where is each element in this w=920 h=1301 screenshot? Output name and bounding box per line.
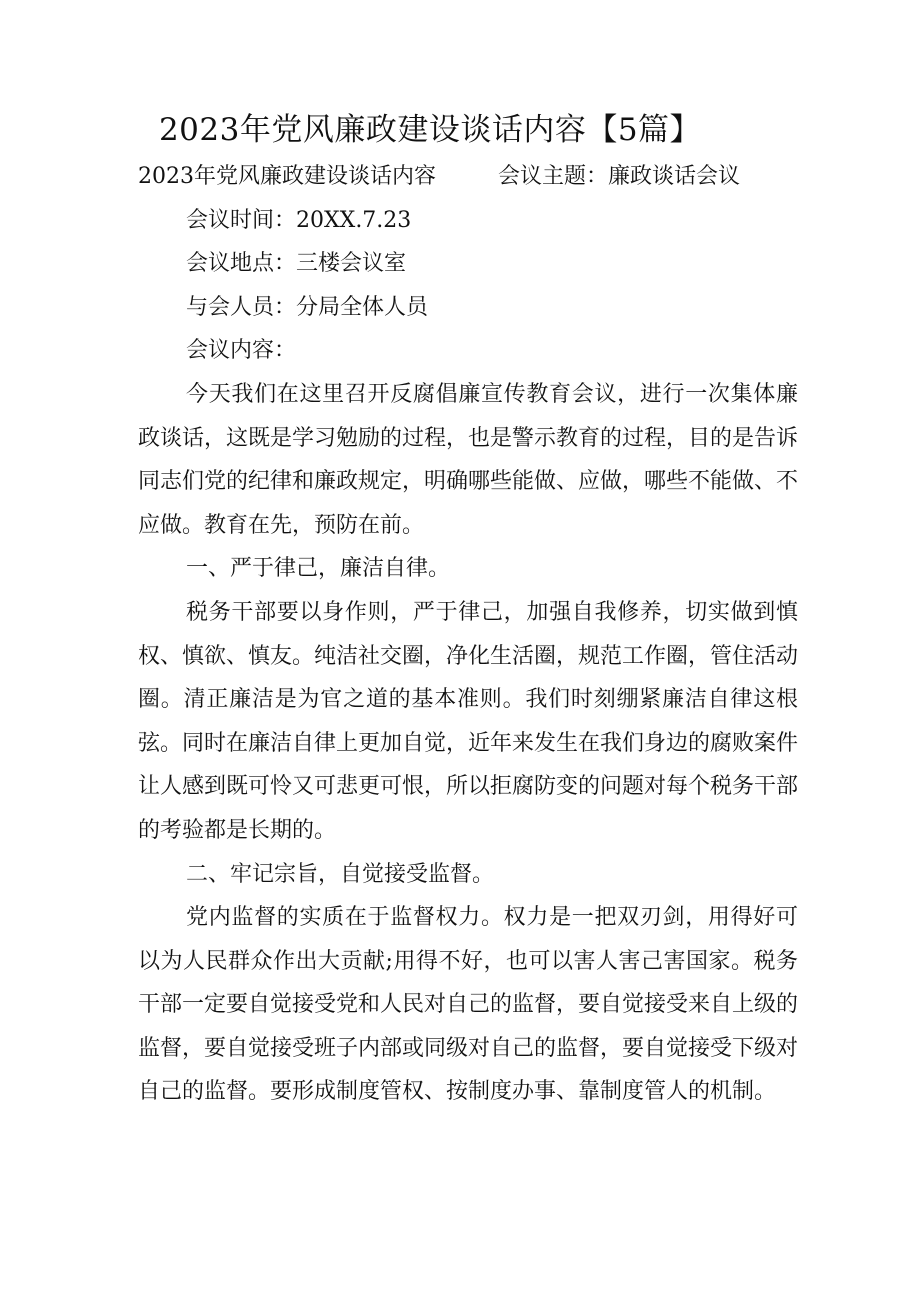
document-title-text: 2023年党风廉政建设谈话内容【5篇】 — [158, 112, 702, 148]
document-subtitle: 2023年党风廉政建设谈话内容 — [138, 164, 436, 189]
subtitle-row — [138, 155, 798, 199]
paragraph-section-1: 税务干部要以身作则，严于律己，加强自我修养，切实做到慎权、慎欲、慎友。纯洁社交圈，净化生活圈，规范工作圈，管住活动圈。清正廉洁是为官之道的基本准则。我们时刻绷紧廉洁自律这根弦。同时在廉洁自律上更加自觉，近年来发生在我们身边的腐败案件让人感到既可怜又可悲更可恨，所以拒腐防变的问题对每个税务干部的考验都是长期的。 — [138, 599, 799, 843]
section-heading-1: 一、严于律己，廉洁自律。 — [186, 556, 451, 582]
meeting-topic: 会议主题：廉政谈话会议 — [498, 164, 741, 189]
paragraph-section-2: 党内监督的实质在于监督权力。权力是一把双刃剑，用得好可以为人民群众作出大贡献;用得不好，也可以害人害己害国家。税务干部一定要自觉接受党和人民对自己的监督，要自觉接受来自上级的监督，要自觉接受班子内部或同级对自己的监督，要自觉接受下级对自己的监督。要形成制度管权、按制度办事、靠制度管人的机制。 — [138, 905, 799, 1105]
section-heading-2: 二、牢记宗旨，自觉接受监督。 — [186, 861, 495, 887]
meeting-content-label: 会议内容： — [186, 338, 297, 364]
meeting-place: 会议地点：三楼会议室 — [186, 251, 407, 277]
document-body — [138, 155, 798, 1114]
paragraph-intro: 今天我们在这里召开反腐倡廉宣传教育会议，进行一次集体廉政谈话，这既是学习勉励的过程，也是警示教育的过程，目的是告诉同志们党的纪律和廉政规定，明确哪些能做、应做，哪些不能做、不应做。教育在先，预防在前。 — [138, 381, 799, 538]
meeting-time: 会议时间：20XX.7.23 — [186, 207, 412, 233]
meeting-attendees: 与会人员：分局全体人员 — [186, 294, 429, 320]
document-title — [0, 108, 920, 152]
